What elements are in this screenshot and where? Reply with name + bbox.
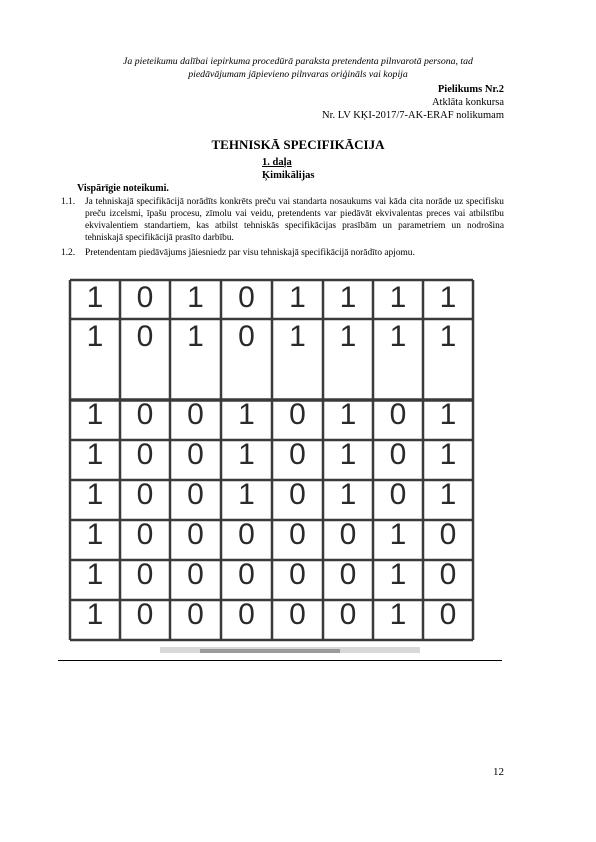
bit-cell: 0 [187, 518, 204, 551]
page-number: 12 [493, 766, 504, 778]
bit-cell: 0 [136, 518, 154, 551]
bit-cell: 1 [86, 478, 104, 511]
bit-cell: 1 [439, 281, 457, 314]
bit-cell: 0 [136, 281, 154, 314]
bit-cell: 1 [339, 438, 357, 471]
bit-cell: 1 [86, 558, 104, 591]
bit-cell: 0 [289, 518, 306, 551]
bit-cell: 0 [389, 478, 407, 511]
bit-cell: 0 [238, 558, 255, 591]
list-item [61, 247, 504, 260]
bit-cell: 0 [339, 518, 357, 551]
bit-cell: 0 [136, 558, 154, 591]
bit-cell: 0 [339, 598, 357, 631]
bit-cell: 1 [389, 281, 407, 314]
bit-cell: 1 [439, 398, 457, 431]
bit-cell: 1 [86, 598, 104, 631]
bit-cell: 0 [187, 558, 204, 591]
bit-cell: 0 [439, 558, 457, 591]
bit-cell: 0 [136, 398, 154, 431]
binary-table-figure [66, 276, 478, 652]
bit-cell: 1 [86, 518, 104, 551]
bit-cell: 1 [238, 478, 255, 511]
bit-cell: 0 [289, 398, 306, 431]
bit-cell: 0 [238, 518, 255, 551]
binary-table-graphic [66, 276, 478, 652]
bit-cell: 0 [439, 518, 457, 551]
bit-cell: 1 [238, 438, 255, 471]
bit-cell: 1 [86, 398, 104, 431]
regulation-ref: Nr. LV KĶI-2017/7-AK-ERAF nolikumam [322, 110, 504, 121]
bit-cell: 0 [136, 320, 154, 353]
bit-cell: 0 [389, 398, 407, 431]
bit-cell: 0 [187, 398, 204, 431]
bit-cell: 0 [187, 598, 204, 631]
bit-cell: 1 [339, 478, 357, 511]
bit-cell: 0 [289, 558, 306, 591]
bit-cell: 0 [136, 438, 154, 471]
bit-cell: 1 [289, 281, 306, 314]
bit-cell: 0 [339, 558, 357, 591]
bit-cell: 0 [238, 281, 255, 314]
list-item [61, 196, 504, 246]
bit-cell: 1 [289, 320, 306, 353]
bit-cell: 1 [86, 438, 104, 471]
bit-cell: 0 [289, 598, 306, 631]
header-note-line2: piedāvājumam jāpievieno pilnvaras oriģināls vai kopija [188, 69, 408, 80]
bit-cell: 1 [389, 598, 407, 631]
bit-cell: 1 [389, 320, 407, 353]
bit-cell: 0 [187, 478, 204, 511]
bit-cell: 1 [339, 398, 357, 431]
horizontal-rule [58, 660, 502, 661]
item-number: 1.2. [61, 248, 76, 258]
section-heading: Vispārīgie noteikumi. [77, 183, 169, 194]
bit-cell: 1 [389, 518, 407, 551]
header-note-line1: Ja pieteikumu dalībai iepirkuma procedūrā paraksta pretendenta pilnvarotā persona, tad [123, 56, 473, 67]
bit-cell: 1 [389, 558, 407, 591]
bit-cell: 0 [289, 438, 306, 471]
item-number: 1.1. [61, 197, 76, 207]
bit-cell: 1 [339, 281, 357, 314]
annex-label: Pielikums Nr.2 [437, 84, 504, 95]
bit-cell: 0 [136, 478, 154, 511]
header-note [60, 55, 536, 81]
bit-cell: 1 [238, 398, 255, 431]
part-label: 1. daļa [262, 157, 292, 168]
figure-caption-cropped-dark [200, 649, 340, 653]
bit-cell: 0 [238, 320, 255, 353]
tender-type: Atklāta konkursa [431, 97, 504, 108]
bit-cell: 0 [238, 598, 255, 631]
bit-cell: 1 [439, 320, 457, 353]
bit-cell: 1 [439, 478, 457, 511]
page-title: TEHNISKĀ SPECIFIKĀCIJA [211, 137, 385, 152]
item-text: Pretendentam piedāvājums jāiesniedz par visu tehniskajā specifikācijā norādīto apjomu. [85, 248, 415, 258]
bit-cell: 0 [136, 598, 154, 631]
bit-cell: 0 [289, 478, 306, 511]
item-text: Ja tehniskajā specifikācijā norādīts konkrēts preču vai standarta nosaukums vai kāda cita norāde uz specifisku preču izcelsmi, īpašu procesu, zīmolu vai veidu, pretendents var piedāvāt ekvivalentas preces vai atbilstību ekvivalentiem standartiem, kas atbilst tehniskās specifikācijas prasībām un parametriem un nodrošina tehniskajā specifikācijā prasīto darbību. [85, 197, 504, 243]
bit-cell: 1 [86, 281, 104, 314]
bit-cell: 0 [187, 438, 204, 471]
bit-cell: 1 [439, 438, 457, 471]
bit-cell: 0 [439, 598, 457, 631]
part-subtitle: Ķimikālijas [262, 170, 315, 181]
bit-cell: 1 [187, 281, 204, 314]
bit-cell: 1 [187, 320, 204, 353]
bit-cell: 1 [339, 320, 357, 353]
bit-cell: 0 [389, 438, 407, 471]
bit-cell: 1 [86, 320, 104, 353]
